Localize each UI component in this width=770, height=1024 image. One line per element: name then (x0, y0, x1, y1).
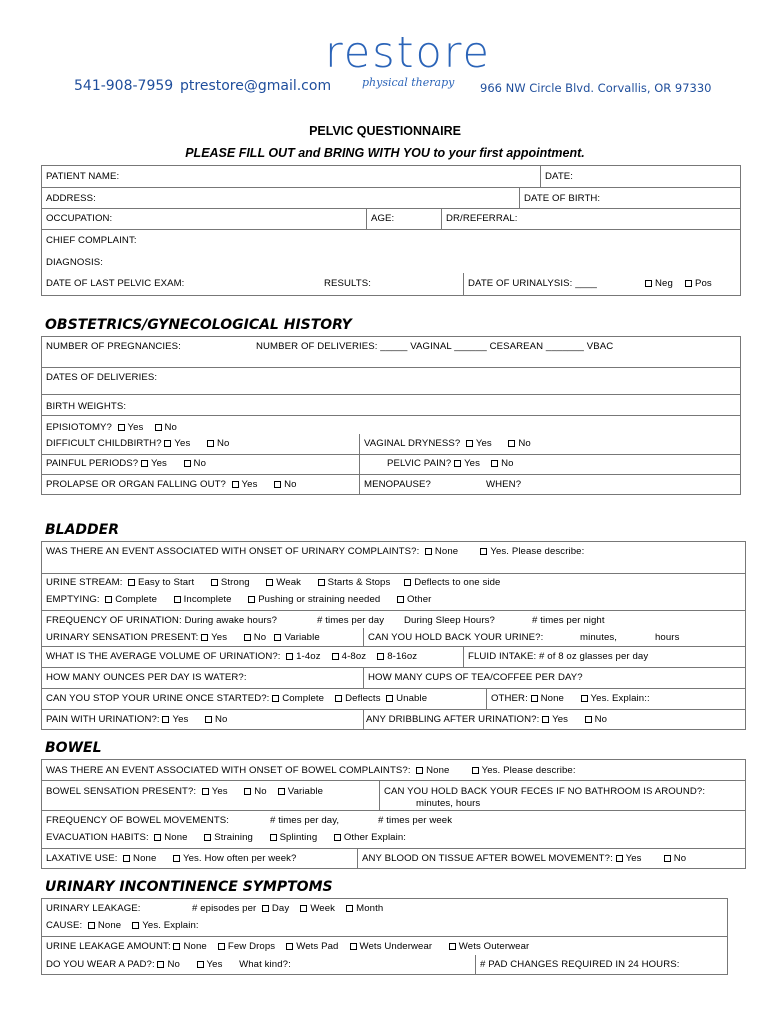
menopause-label: MENOPAUSE? (364, 479, 431, 490)
checkbox-icon[interactable] (377, 653, 384, 660)
pain-urination-row: PAIN WITH URINATION?: Yes No (46, 714, 228, 725)
checkbox-icon[interactable] (123, 855, 130, 862)
checkbox-icon[interactable] (466, 440, 473, 447)
tea-coffee-label: HOW MANY CUPS OF TEA/COFFEE PER DAY? (368, 672, 583, 683)
delivery-dates-label: DATES OF DELIVERIES: (46, 372, 158, 383)
birth-weights-label: BIRTH WEIGHTS: (46, 401, 127, 412)
last-pelvic-exam-label: DATE OF LAST PELVIC EXAM: (46, 278, 185, 289)
logo-wordmark: restore (325, 28, 491, 78)
wear-pad-row: DO YOU WEAR A PAD?: No Yes What kind?: (46, 959, 291, 970)
checkbox-icon[interactable] (472, 767, 479, 774)
checkbox-icon[interactable] (542, 716, 549, 723)
checkbox-icon[interactable] (154, 834, 161, 841)
checkbox-icon[interactable] (88, 922, 95, 929)
fluid-intake-label: FLUID INTAKE: # of 8 oz glasses per day (468, 651, 649, 662)
bowel-event-row: WAS THERE AN EVENT ASSOCIATED WITH ONSET OF BOWEL COMPLAINTS?: None Yes. Please describe: (46, 765, 576, 776)
pad-changes-label: # PAD CHANGES REQUIRED IN 24 HOURS: (480, 959, 680, 970)
checkbox-icon[interactable] (645, 280, 652, 287)
page-subtitle: PLEASE FILL OUT and BRING WITH YOU to your first appointment. (185, 146, 585, 160)
checkbox-icon[interactable] (232, 481, 239, 488)
email-address: ptrestore@gmail.com (180, 78, 332, 94)
checkbox-icon[interactable] (197, 961, 204, 968)
water-label: HOW MANY OUNCES PER DAY IS WATER?: (46, 672, 247, 683)
checkbox-icon[interactable] (334, 834, 341, 841)
diagnosis-label: DIAGNOSIS: (46, 257, 103, 268)
episodes-row: # episodes per Day Week Month (192, 903, 384, 914)
urine-stream-row: URINE STREAM: Easy to Start Strong Weak Starts & Stops Deflects to one side (46, 577, 501, 588)
urinary-event-row: WAS THERE AN EVENT ASSOCIATED WITH ONSET OF URINARY COMPLAINTS?: None Yes. Please describe: (46, 546, 585, 557)
logo-subtitle: physical therapy (362, 76, 455, 89)
hold-feces-label: CAN YOU HOLD BACK YOUR FECES IF NO BATHROOM IS AROUND?: (384, 786, 706, 797)
vaginal-dryness-row: VAGINAL DRYNESS? Yes No (364, 438, 531, 449)
hold-minutes-label: minutes, (580, 632, 618, 643)
pregnancies-label: NUMBER OF PREGNANCIES: (46, 341, 181, 352)
sensation-row: URINARY SENSATION PRESENT: Yes No Variable (46, 632, 320, 643)
dob-label: DATE OF BIRTH: (524, 193, 601, 204)
checkbox-icon[interactable] (204, 834, 211, 841)
checkbox-icon[interactable] (244, 634, 251, 641)
address-label: ADDRESS: (46, 193, 96, 204)
checkbox-icon[interactable] (332, 653, 339, 660)
deliveries-label: NUMBER OF DELIVERIES: _____ VAGINAL ______ CESAREAN _______ VBAC (256, 341, 614, 352)
checkbox-icon[interactable] (132, 922, 139, 929)
checkbox-icon[interactable] (272, 695, 279, 702)
patient-info-table (41, 165, 741, 296)
emptying-row: EMPTYING: Complete Incomplete Pushing or straining needed Other (46, 594, 432, 605)
laxative-row: LAXATIVE USE: None Yes. How often per week? (46, 853, 297, 864)
hold-hours-label: hours (655, 632, 680, 643)
phone-number: 541-908-7959 (74, 78, 174, 94)
checkbox-icon[interactable] (318, 579, 325, 586)
bowel-per-week-label: # times per week (378, 815, 453, 826)
checkbox-icon[interactable] (128, 579, 135, 586)
checkbox-icon[interactable] (157, 961, 164, 968)
cause-row: CAUSE: None Yes. Explain: (46, 920, 199, 931)
checkbox-icon[interactable] (211, 579, 218, 586)
checkbox-icon[interactable] (616, 855, 623, 862)
stop-other-row: OTHER: None Yes. Explain:: (491, 693, 650, 704)
results-label: RESULTS: (324, 278, 372, 289)
checkbox-icon[interactable] (162, 716, 169, 723)
referral-label: DR/REFERRAL: (446, 213, 518, 224)
neg-option[interactable]: Neg (645, 278, 673, 289)
checkbox-icon[interactable] (416, 767, 423, 774)
checkbox-icon[interactable] (173, 943, 180, 950)
bowel-heading: BOWEL (45, 740, 102, 756)
per-night-label: # times per night (532, 615, 605, 626)
checkbox-icon[interactable] (685, 280, 692, 287)
stop-urine-row: CAN YOU STOP YOUR URINE ONCE STARTED?: Complete Deflects Unable (46, 693, 428, 704)
leakage-amount-row: URINE LEAKAGE AMOUNT: None Few Drops Wets Pad Wets Underwear Wets Outerwear (46, 941, 530, 952)
checkbox-icon[interactable] (508, 440, 515, 447)
checkbox-icon[interactable] (262, 905, 269, 912)
checkbox-icon[interactable] (386, 695, 393, 702)
hold-feces-units: minutes, hours (416, 798, 481, 809)
occupation-label: OCCUPATION: (46, 213, 113, 224)
checkbox-icon[interactable] (184, 460, 191, 467)
checkbox-icon[interactable] (207, 440, 214, 447)
sleep-hours-label: During Sleep Hours? (404, 615, 495, 626)
date-label: DATE: (545, 171, 574, 182)
checkbox-icon[interactable] (404, 579, 411, 586)
checkbox-icon[interactable] (449, 943, 456, 950)
checkbox-icon[interactable] (244, 788, 251, 795)
clinic-address: 966 NW Circle Blvd. Corvallis, OR 97330 (480, 81, 712, 95)
checkbox-icon[interactable] (266, 579, 273, 586)
checkbox-icon[interactable] (218, 943, 225, 950)
evacuation-row: EVACUATION HABITS: None Straining Splinting Other Explain: (46, 832, 407, 843)
checkbox-icon[interactable] (141, 460, 148, 467)
prolapse-row: PROLAPSE OR ORGAN FALLING OUT? Yes No (46, 479, 297, 490)
frequency-label: FREQUENCY OF URINATION: During awake hours? (46, 615, 278, 626)
checkbox-icon[interactable] (174, 596, 181, 603)
checkbox-icon[interactable] (286, 653, 293, 660)
hold-urine-label: CAN YOU HOLD BACK YOUR URINE?: (368, 632, 544, 643)
checkbox-icon[interactable] (531, 695, 538, 702)
checkbox-icon[interactable] (480, 548, 487, 555)
leakage-label: URINARY LEAKAGE: (46, 903, 141, 914)
age-label: AGE: (371, 213, 395, 224)
checkbox-icon[interactable] (397, 596, 404, 603)
checkbox-icon[interactable] (286, 943, 293, 950)
pelvic-pain-row: PELVIC PAIN? Yes No (387, 458, 514, 469)
checkbox-icon[interactable] (248, 596, 255, 603)
episiotomy-row: EPISIOTOMY? Yes No (46, 422, 177, 433)
checkbox-icon[interactable] (155, 424, 162, 431)
per-day-label: # times per day (317, 615, 385, 626)
dribbling-row: ANY DRIBBLING AFTER URINATION?: Yes No (366, 714, 608, 725)
bowel-sensation-row: BOWEL SENSATION PRESENT?: Yes No Variable (46, 786, 324, 797)
checkbox-icon[interactable] (350, 943, 357, 950)
checkbox-icon[interactable] (585, 716, 592, 723)
blood-tissue-row: ANY BLOOD ON TISSUE AFTER BOWEL MOVEMENT?: Yes No (362, 853, 687, 864)
page-title: PELVIC QUESTIONNAIRE (309, 124, 461, 138)
pos-option[interactable]: Pos (685, 278, 712, 289)
checkbox-icon[interactable] (274, 481, 281, 488)
checkbox-icon[interactable] (118, 424, 125, 431)
checkbox-icon[interactable] (664, 855, 671, 862)
checkbox-icon[interactable] (173, 855, 180, 862)
checkbox-icon[interactable] (335, 695, 342, 702)
checkbox-icon[interactable] (105, 596, 112, 603)
checkbox-icon[interactable] (202, 788, 209, 795)
urinalysis-label: DATE OF URINALYSIS: ____ (468, 278, 597, 289)
bowel-per-day-label: # times per day, (270, 815, 340, 826)
checkbox-icon[interactable] (278, 788, 285, 795)
menopause-when-label: WHEN? (486, 479, 522, 490)
checkbox-icon[interactable] (300, 905, 307, 912)
checkbox-icon[interactable] (425, 548, 432, 555)
checkbox-icon[interactable] (454, 460, 461, 467)
obgyn-heading: OBSTETRICS/GYNECOLOGICAL HISTORY (45, 317, 352, 333)
painful-periods-row: PAINFUL PERIODS? Yes No (46, 458, 207, 469)
checkbox-icon[interactable] (270, 834, 277, 841)
checkbox-icon[interactable] (201, 634, 208, 641)
checkbox-icon[interactable] (491, 460, 498, 467)
bowel-frequency-label: FREQUENCY OF BOWEL MOVEMENTS: (46, 815, 230, 826)
checkbox-icon[interactable] (164, 440, 171, 447)
chief-complaint-label: CHIEF COMPLAINT: (46, 235, 137, 246)
checkbox-icon[interactable] (581, 695, 588, 702)
patient-name-label: PATIENT NAME: (46, 171, 120, 182)
checkbox-icon[interactable] (346, 905, 353, 912)
incontinence-heading: URINARY INCONTINENCE SYMPTOMS (45, 879, 333, 895)
volume-row: WHAT IS THE AVERAGE VOLUME OF URINATION?: 1-4oz 4-8oz 8-16oz (46, 651, 418, 662)
difficult-childbirth-row: DIFFICULT CHILDBIRTH? Yes No (46, 438, 230, 449)
checkbox-icon[interactable] (274, 634, 281, 641)
bladder-heading: BLADDER (45, 522, 120, 538)
checkbox-icon[interactable] (205, 716, 212, 723)
